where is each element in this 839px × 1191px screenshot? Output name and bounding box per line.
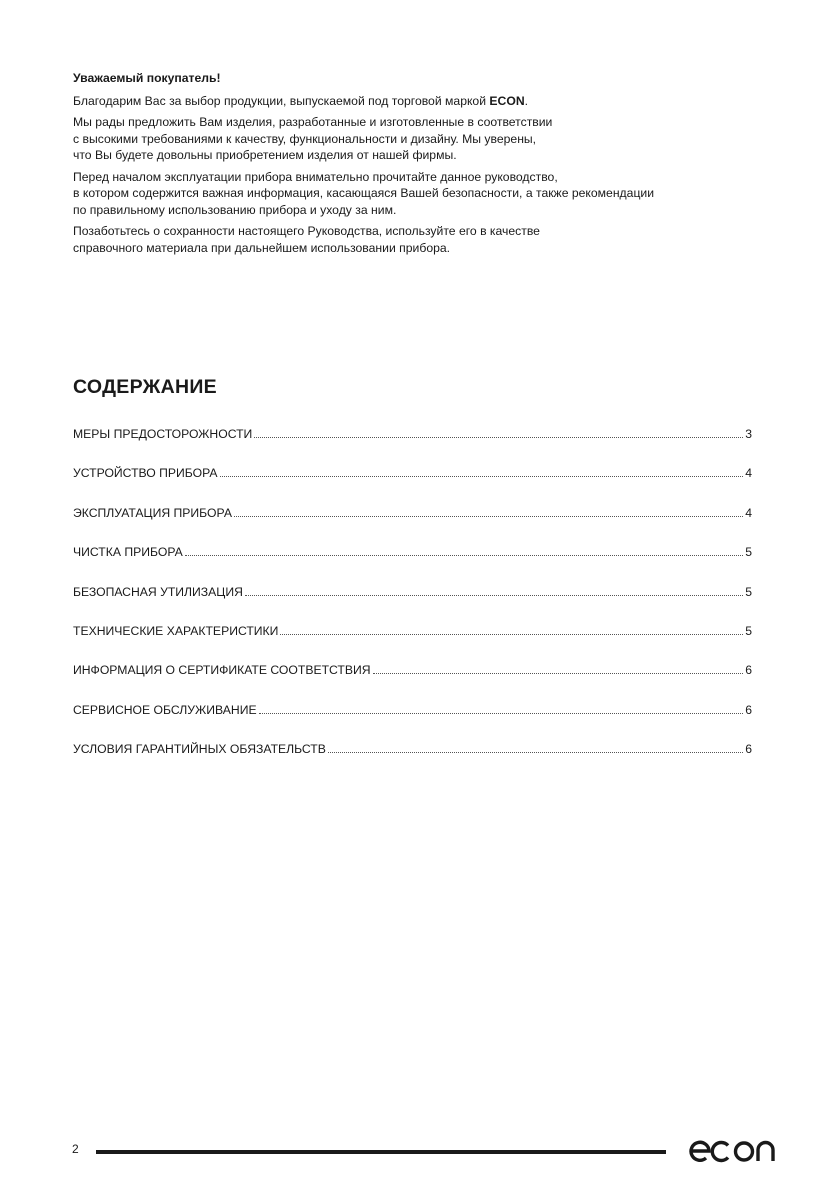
toc-dot-leader: [220, 476, 744, 477]
toc-dot-leader: [259, 713, 744, 714]
intro-paragraph-1: [73, 114, 773, 164]
para3-line: Позаботьтесь о сохранности настоящего Руководства, используйте его в качестве: [73, 224, 540, 238]
thanks-text: Благодарим Вас за выбор продукции, выпускаемой под торговой маркой: [73, 93, 490, 108]
logo-letter-n: [758, 1143, 773, 1162]
para1-line: Мы рады предложить Вам изделия, разработанные и изготовленные в соответствии: [73, 115, 553, 129]
para2-line: по правильному использованию прибора и уходу за ним.: [73, 202, 397, 217]
table-of-contents: [73, 427, 752, 782]
toc-item[interactable]: [73, 545, 752, 584]
toc-item[interactable]: [73, 585, 752, 624]
toc-item-label: ЧИСТКА ПРИБОРА: [73, 545, 183, 560]
toc-dot-leader: [373, 673, 744, 674]
econ-logo-icon: [688, 1124, 780, 1164]
toc-item-label: ТЕХНИЧЕСКИЕ ХАРАКТЕРИСТИКИ: [73, 623, 279, 638]
intro-section: [73, 70, 773, 261]
toc-dot-leader: [328, 752, 743, 753]
logo-letter-e: [691, 1142, 709, 1160]
logo-letter-c: [712, 1143, 728, 1161]
toc-item-label: БЕЗОПАСНАЯ УТИЛИЗАЦИЯ: [73, 584, 243, 599]
brand-name: ECON: [489, 93, 525, 108]
page-number: 2: [72, 1142, 79, 1156]
toc-item[interactable]: [73, 427, 752, 466]
toc-dot-leader: [245, 595, 743, 596]
toc-item-label: ИНФОРМАЦИЯ О СЕРТИФИКАТЕ СООТВЕТСТВИЯ: [73, 663, 371, 678]
toc-item-label: СЕРВИСНОЕ ОБСЛУЖИВАНИЕ: [73, 702, 257, 717]
footer-rule: [96, 1150, 666, 1154]
toc-item-page: 6: [745, 702, 752, 717]
intro-paragraph-3: [73, 223, 773, 256]
toc-item-page: 6: [745, 663, 752, 678]
toc-title: СОДЕРЖАНИЕ: [73, 376, 217, 398]
thanks-end: .: [524, 93, 529, 108]
toc-dot-leader: [254, 437, 743, 438]
toc-item[interactable]: [73, 506, 752, 545]
toc-item-label: УСЛОВИЯ ГАРАНТИЙНЫХ ОБЯЗАТЕЛЬСТВ: [73, 742, 326, 757]
toc-item-label: ЭКСПЛУАТАЦИЯ ПРИБОРА: [73, 505, 232, 520]
toc-dot-leader: [280, 634, 743, 635]
toc-item-page: 3: [745, 427, 752, 441]
toc-item-label: МЕРЫ ПРЕДОСТОРОЖНОСТИ: [73, 427, 253, 441]
toc-item[interactable]: [73, 466, 752, 505]
para1-line: что Вы будете довольны приобретением изделия от нашей фирмы.: [73, 148, 457, 162]
para1-line: с высокими требованиями к качеству, функциональности и дизайну. Мы уверены,: [73, 131, 537, 146]
toc-item[interactable]: [73, 624, 752, 663]
toc-item-page: 6: [745, 742, 752, 757]
para2-line: в котором содержится важная информация, касающаяся Вашей безопасности, а также рекомендации: [73, 186, 655, 200]
greeting: Уважаемый покупатель!: [73, 71, 221, 85]
toc-item-page: 5: [745, 623, 752, 638]
toc-item-label: УСТРОЙСТВО ПРИБОРА: [73, 466, 218, 481]
intro-paragraph-2: [73, 169, 773, 219]
para3-line: справочного материала при дальнейшем использовании прибора.: [73, 240, 451, 255]
toc-item-page: 5: [745, 545, 752, 560]
toc-item-page: 4: [745, 505, 752, 520]
toc-item[interactable]: [73, 742, 752, 781]
thanks-paragraph: [73, 93, 773, 110]
toc-dot-leader: [234, 516, 743, 517]
toc-item-page: 5: [745, 584, 752, 599]
para2-line: Перед началом эксплуатации прибора внимательно прочитайте данное руководство,: [73, 169, 558, 184]
toc-item[interactable]: [73, 663, 752, 702]
logo-letter-o: [736, 1143, 753, 1160]
toc-dot-leader: [185, 555, 743, 556]
toc-item-page: 4: [745, 466, 752, 481]
toc-item[interactable]: [73, 703, 752, 742]
